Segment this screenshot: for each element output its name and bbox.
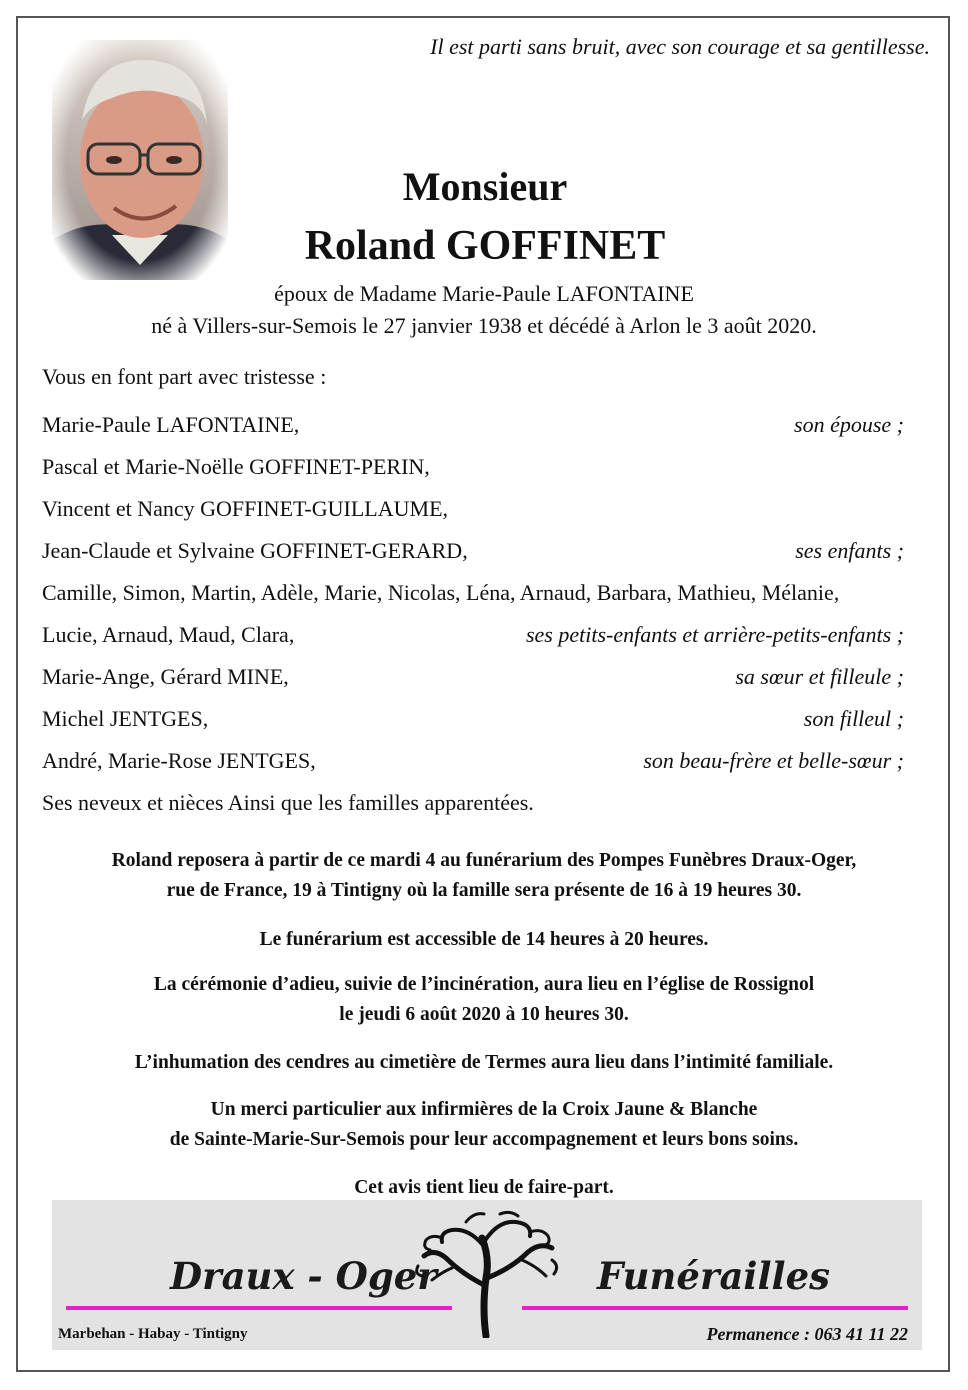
relative-role: son filleul ; — [803, 706, 904, 731]
accent-line-left — [66, 1306, 452, 1310]
portrait-photo — [52, 40, 228, 280]
relative-row — [42, 454, 904, 484]
relative-row — [42, 412, 904, 442]
thanks-notice — [0, 1095, 968, 1155]
spouse-line: époux de Madame Marie-Paule LAFONTAINE — [274, 281, 694, 306]
relative-row — [42, 748, 904, 778]
locations-text: Marbehan - Habay - Tintigny — [58, 1326, 248, 1342]
brand-name-left: Draux - Oger — [170, 1254, 437, 1298]
funeral-home-banner — [52, 1200, 922, 1350]
relative-row — [42, 538, 904, 568]
relative-name: Michel JENTGES, — [42, 706, 209, 731]
burial-notice: L’inhumation des cendres au cimetière de Termes aura lieu dans l’intimité familiale. — [134, 1052, 834, 1073]
relative-name: Marie-Paule LAFONTAINE, — [42, 412, 300, 437]
relative-row — [42, 664, 904, 694]
relative-name: Jean-Claude et Sylvaine GOFFINET-GERARD, — [42, 538, 468, 563]
relative-role: son beau-frère et belle-sœur ; — [643, 748, 904, 773]
ceremony-line-2: le jeudi 6 août 2020 à 10 heures 30. — [339, 1004, 629, 1025]
access-notice: Le funérarium est accessible de 14 heures à 20 heures. — [259, 929, 709, 950]
thanks-line-2: de Sainte-Marie-Sur-Semois pour leur accompagnement et leurs bons soins. — [169, 1129, 799, 1150]
ceremony-notice — [0, 970, 968, 1030]
permanence-phone: Permanence : 063 41 11 22 — [706, 1324, 908, 1344]
thanks-line-1: Un merci particulier aux infirmières de la Croix Jaune & Blanche — [210, 1099, 758, 1120]
tree-logo-icon — [412, 1208, 562, 1338]
relative-role: son épouse ; — [794, 412, 904, 437]
relative-name: Pascal et Marie-Noëlle GOFFINET-PERIN, — [42, 454, 430, 479]
relative-row — [42, 790, 904, 820]
deceased-name-block — [230, 158, 740, 276]
relative-row — [42, 622, 904, 652]
relative-name: Ses neveux et nièces Ainsi que les familles apparentées. — [42, 790, 534, 815]
relative-row — [42, 496, 904, 526]
relative-role: sa sœur et filleule ; — [735, 664, 904, 689]
relative-row — [42, 580, 932, 610]
relative-role: ses petits-enfants et arrière-petits-enfants ; — [525, 622, 904, 647]
closing-notice: Cet avis tient lieu de faire-part. — [354, 1177, 614, 1198]
intro-text: Vous en font part avec tristesse : — [42, 364, 327, 389]
birth-death-line: né à Villers-sur-Semois le 27 janvier 1938 et décédé à Arlon le 3 août 2020. — [151, 313, 817, 338]
visitation-line-1: Roland reposera à partir de ce mardi 4 au funérarium des Pompes Funèbres Draux-Oger, — [111, 850, 857, 871]
deceased-name: Roland GOFFINET — [304, 223, 666, 269]
relative-row — [42, 706, 904, 736]
relative-name: Camille, Simon, Martin, Adèle, Marie, Nicolas, Léna, Arnaud, Barbara, Mathieu, Mélanie, — [42, 580, 840, 605]
civility: Monsieur — [402, 164, 568, 209]
relative-role: ses enfants ; — [795, 538, 904, 563]
motto: Il est parti sans bruit, avec son courage et sa gentillesse. — [430, 34, 930, 59]
brand-name-right: Funérailles — [597, 1254, 830, 1298]
relative-name: Vincent et Nancy GOFFINET-GUILLAUME, — [42, 496, 449, 521]
visitation-notice — [0, 846, 968, 906]
accent-line-right — [522, 1306, 908, 1310]
relative-name: Lucie, Arnaud, Maud, Clara, — [42, 622, 295, 647]
visitation-line-2: rue de France, 19 à Tintigny où la famille sera présente de 16 à 19 heures 30. — [166, 880, 802, 901]
relative-name: André, Marie-Rose JENTGES, — [42, 748, 316, 773]
ceremony-line-1: La cérémonie d’adieu, suivie de l’incinération, aura lieu en l’église de Rossignol — [153, 974, 815, 995]
relative-name: Marie-Ange, Gérard MINE, — [42, 664, 289, 689]
